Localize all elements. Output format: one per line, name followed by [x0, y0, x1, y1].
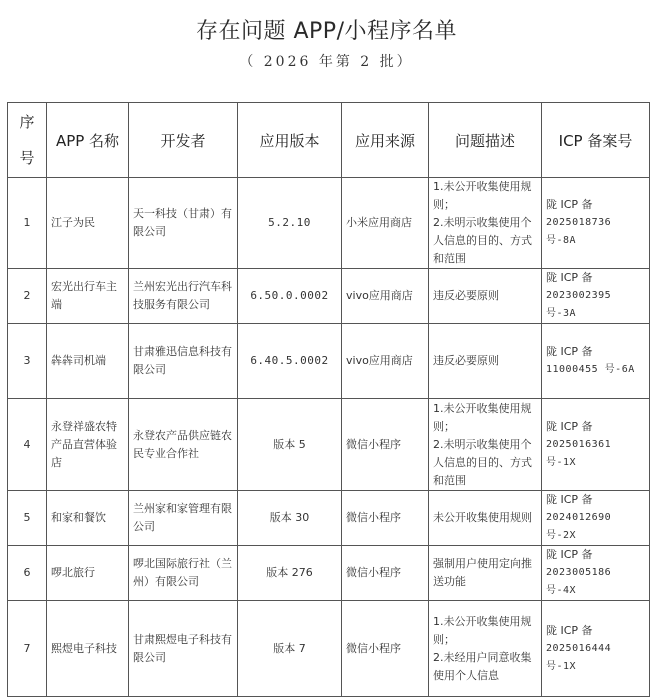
cell-app-name: 和家和餐饮 [47, 491, 129, 546]
cell-source: 微信小程序 [342, 546, 429, 601]
cell-version: 5.2.10 [238, 178, 342, 269]
cell-app-name: 永登祥盛农特产品直营体验店 [47, 399, 129, 491]
cell-issue: 违反必要原则 [429, 324, 542, 399]
cell-app-name: 宏光出行车主端 [47, 269, 129, 324]
header-app-name: APP 名称 [47, 103, 129, 178]
problem-app-table [7, 102, 650, 697]
cell-source: vivo应用商店 [342, 269, 429, 324]
cell-app-name: 犇犇司机端 [47, 324, 129, 399]
cell-seq: 3 [8, 324, 47, 399]
cell-version: 版本 276 [238, 546, 342, 601]
cell-icp: 陇 ICP 备 2025016444 号-1X [542, 601, 650, 697]
table-row [8, 546, 650, 601]
header-issue: 问题描述 [429, 103, 542, 178]
table-row [8, 399, 650, 491]
cell-seq: 6 [8, 546, 47, 601]
document-title: 存在问题 APP/小程序名单 [196, 19, 457, 44]
cell-seq: 7 [8, 601, 47, 697]
cell-version: 6.40.5.0002 [238, 324, 342, 399]
header-seq: 序 号 [8, 103, 47, 178]
cell-app-name: 熙煜电子科技 [47, 601, 129, 697]
header-icp: ICP 备案号 [542, 103, 650, 178]
cell-icp: 陇 ICP 备 11000455 号-6A [542, 324, 650, 399]
cell-issue: 未公开收集使用规则 [429, 491, 542, 546]
cell-app-name: 江子为民 [47, 178, 129, 269]
cell-developer: 兰州宏光出行汽车科技服务有限公司 [129, 269, 238, 324]
cell-issue: 强制用户使用定向推送功能 [429, 546, 542, 601]
cell-developer: 甘肃雅迅信息科技有限公司 [129, 324, 238, 399]
table-row [8, 491, 650, 546]
cell-version: 版本 30 [238, 491, 342, 546]
table-row [8, 324, 650, 399]
table-header-row [8, 103, 650, 178]
cell-seq: 4 [8, 399, 47, 491]
header-source: 应用来源 [342, 103, 429, 178]
cell-developer: 甘肃熙煜电子科技有限公司 [129, 601, 238, 697]
cell-source: 微信小程序 [342, 399, 429, 491]
cell-source: vivo应用商店 [342, 324, 429, 399]
cell-issue: 1.未公开收集使用规则； 2.未明示收集使用个人信息的目的、方式和范围 [429, 178, 542, 269]
cell-developer: 永登农产品供应链农民专业合作社 [129, 399, 238, 491]
table-row [8, 601, 650, 697]
table-row [8, 178, 650, 269]
cell-source: 微信小程序 [342, 601, 429, 697]
header-version: 应用版本 [238, 103, 342, 178]
cell-developer: 天一科技（甘肃）有限公司 [129, 178, 238, 269]
cell-icp: 陇 ICP 备 2023005186 号-4X [542, 546, 650, 601]
cell-developer: 啰北国际旅行社（兰州）有限公司 [129, 546, 238, 601]
table-row [8, 269, 650, 324]
cell-app-name: 啰北旅行 [47, 546, 129, 601]
cell-version: 6.50.0.0002 [238, 269, 342, 324]
cell-source: 小米应用商店 [342, 178, 429, 269]
cell-issue: 1.未公开收集使用规则； 2.未经用户同意收集使用个人信息 [429, 601, 542, 697]
cell-icp: 陇 ICP 备 2023002395 号-3A [542, 269, 650, 324]
cell-icp: 陇 ICP 备 2025016361 号-1X [542, 399, 650, 491]
cell-icp: 陇 ICP 备 2025018736 号-8A [542, 178, 650, 269]
cell-seq: 1 [8, 178, 47, 269]
cell-version: 版本 7 [238, 601, 342, 697]
cell-source: 微信小程序 [342, 491, 429, 546]
cell-seq: 2 [8, 269, 47, 324]
cell-icp: 陇 ICP 备 2024012690 号-2X [542, 491, 650, 546]
document-subtitle: （ 2026 年第 2 批） [239, 54, 414, 70]
cell-issue: 违反必要原则 [429, 269, 542, 324]
cell-developer: 兰州家和家管理有限公司 [129, 491, 238, 546]
cell-issue: 1.未公开收集使用规则； 2.未明示收集使用个人信息的目的、方式和范围 [429, 399, 542, 491]
header-developer: 开发者 [129, 103, 238, 178]
cell-seq: 5 [8, 491, 47, 546]
cell-version: 版本 5 [238, 399, 342, 491]
